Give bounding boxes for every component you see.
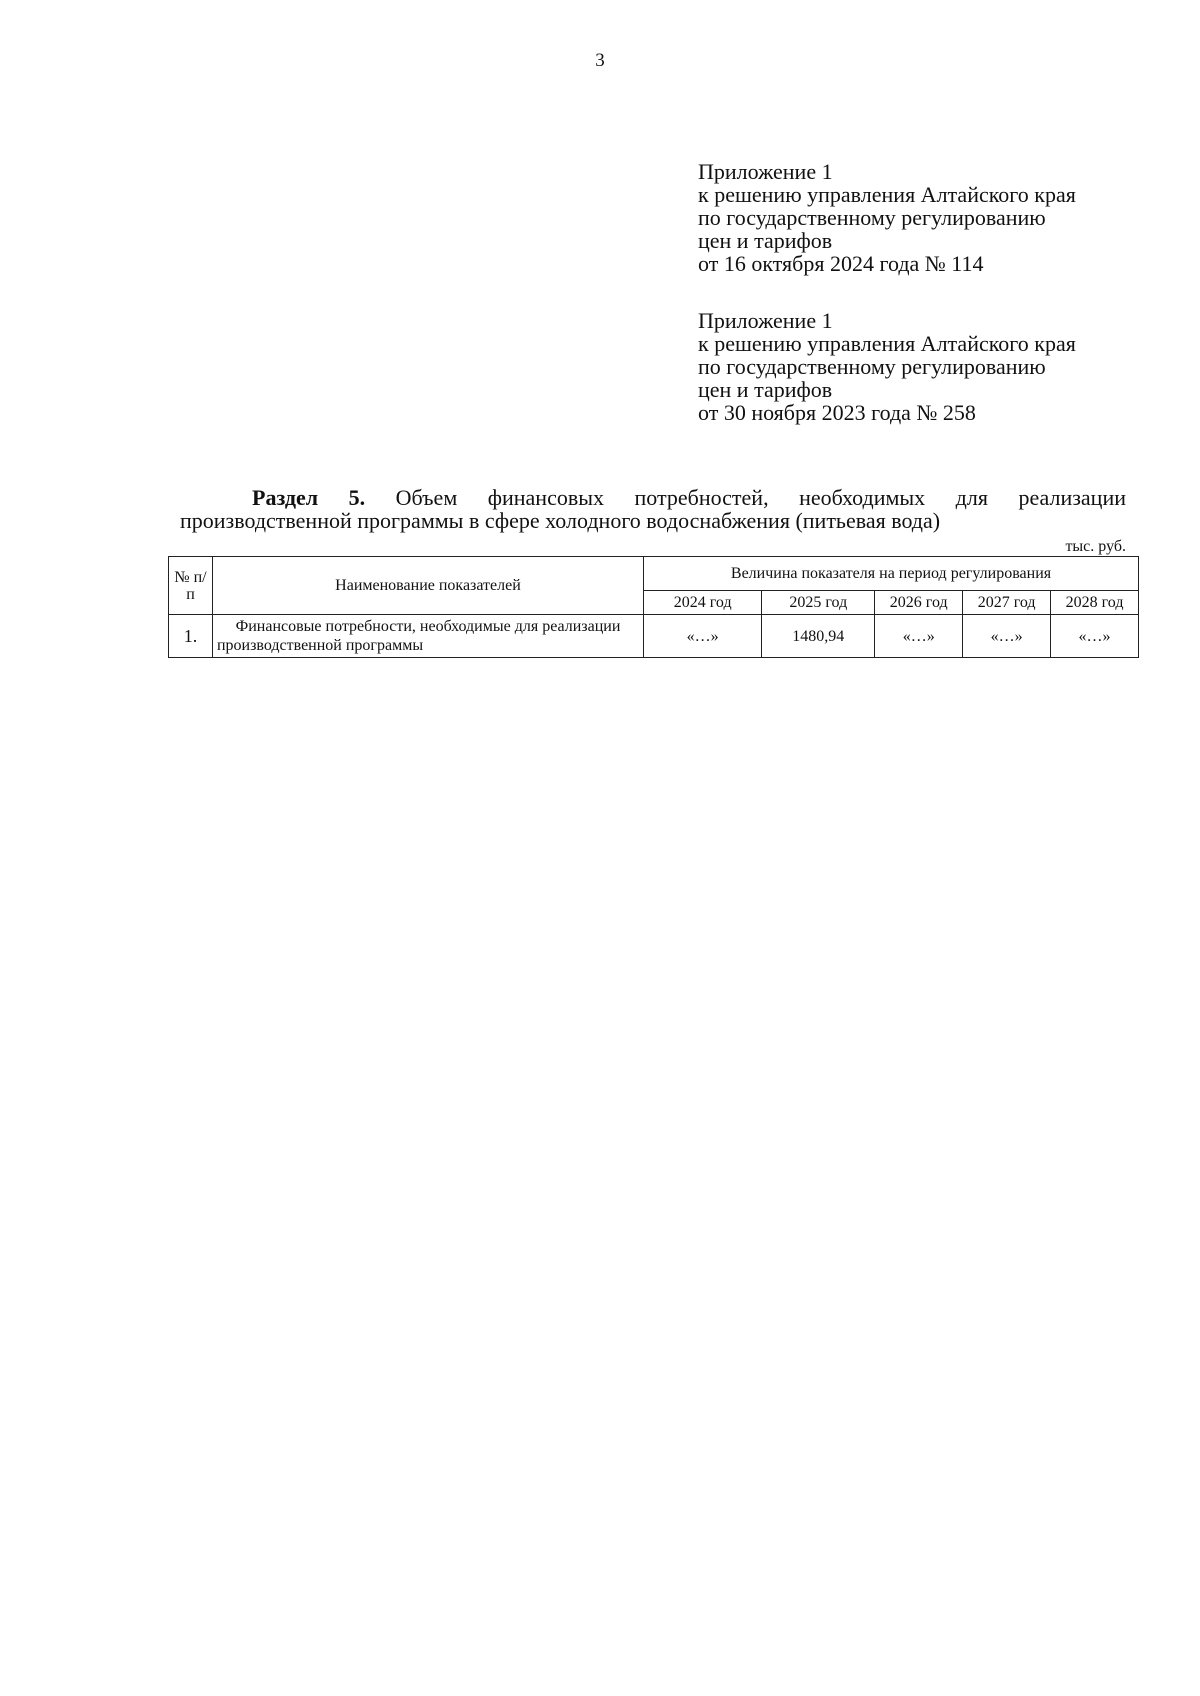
appendix-title: Приложение 1	[698, 159, 833, 184]
table-row	[169, 615, 1139, 658]
page-number: 3	[595, 50, 605, 71]
header-period: Величина показателя на период регулирования	[644, 557, 1139, 591]
header-num: № п/п	[169, 557, 213, 615]
table-header-row	[169, 557, 1139, 591]
row-num: 1.	[169, 615, 213, 658]
units-label: тыс. руб.	[1065, 538, 1126, 555]
appendix-line: цен и тарифов	[698, 377, 833, 402]
row-name: Финансовые потребности, необходимые для реализации производственной программы	[212, 615, 643, 658]
row-value: «…»	[875, 615, 963, 658]
header-year: 2028 год	[1051, 591, 1139, 615]
appendix-block-original	[698, 309, 1168, 424]
header-name: Наименование показателей	[212, 557, 643, 615]
row-value: «…»	[963, 615, 1051, 658]
appendix-line: к решению управления Алтайского края	[698, 331, 1076, 356]
row-value: «…»	[644, 615, 762, 658]
header-year: 2027 год	[963, 591, 1051, 615]
appendix-line: к решению управления Алтайского края	[698, 182, 1076, 207]
section-heading-line-1	[180, 486, 1126, 509]
appendix-date: от 16 октября 2024 года № 114	[698, 251, 984, 276]
row-value: 1480,94	[762, 615, 875, 658]
appendix-line: по государственному регулированию	[698, 205, 1046, 230]
section-label: Раздел 5.	[252, 485, 366, 510]
section-heading	[180, 486, 1126, 532]
header-year: 2026 год	[875, 591, 963, 615]
header-year: 2025 год	[762, 591, 875, 615]
appendix-title: Приложение 1	[698, 308, 833, 333]
section-title-part-2: производственной программы в сфере холодного водоснабжения (питьевая вода)	[180, 508, 941, 533]
header-year: 2024 год	[644, 591, 762, 615]
appendix-date: от 30 ноября 2023 года № 258	[698, 400, 976, 425]
appendix-line: цен и тарифов	[698, 228, 833, 253]
appendix-line: по государственному регулированию	[698, 354, 1046, 379]
row-value: «…»	[1051, 615, 1139, 658]
section-title-part-1: Объем финансовых потребностей, необходимых для реализации	[395, 485, 1126, 510]
appendix-block-current	[698, 160, 1168, 275]
financial-needs-table	[168, 556, 1139, 658]
